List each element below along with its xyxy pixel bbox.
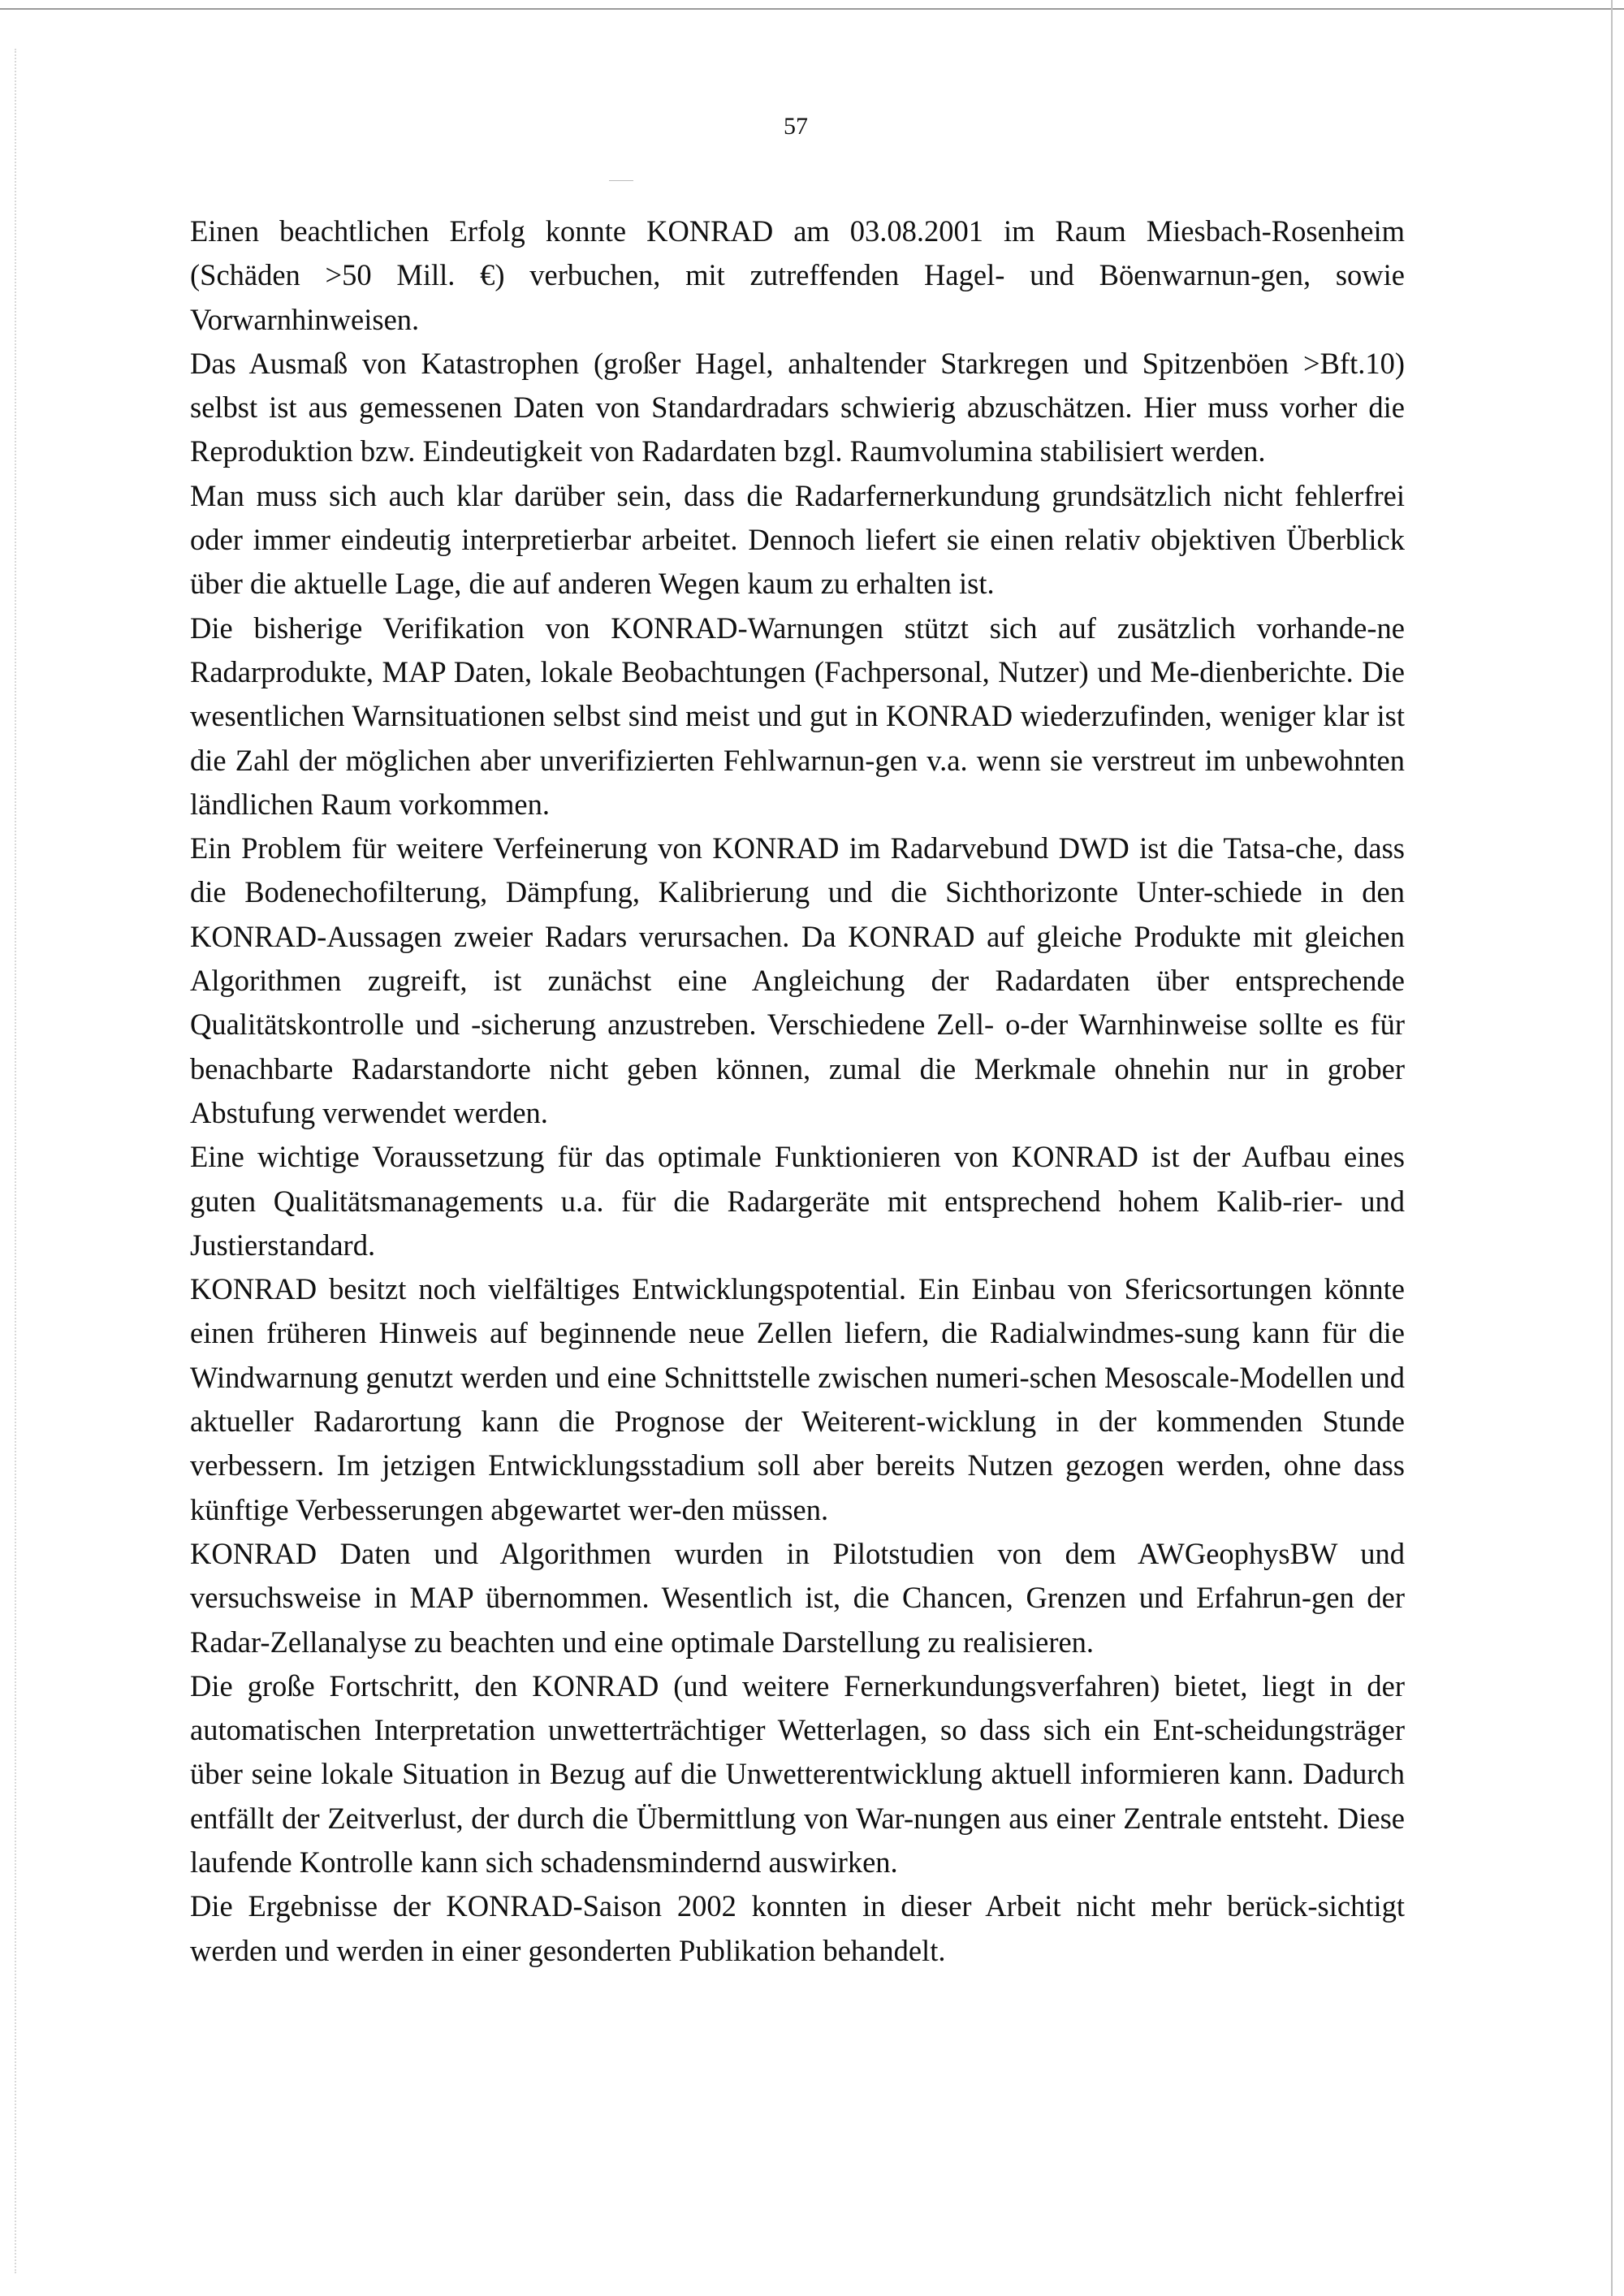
paragraph-4: Die bisherige Verifikation von KONRAD-Warnungen stützt sich auf zusätzlich vorhande-ne Radarprodukte, MAP Daten, lokale Beobachtungen (Fachpersonal, Nutzer) und Me-dienberichte. Die wesentlichen Warnsituationen selbst sind meist und gut in KONRAD wiederzufinden, weniger klar ist die Zahl der möglichen aber unverifizierten Fehlwarnun-gen v.a. wenn sie verstreut im unbewohnten ländlichen Raum vorkommen.: [190, 611, 1405, 821]
paragraph-7: KONRAD besitzt noch vielfältiges Entwicklungspotential. Ein Einbau von Sfericsortungen könnte einen früheren Hinweis auf beginnende neue Zellen liefern, die Radialwindmes-sung kann für die Windwarnung genutzt werden und eine Schnittstelle zwischen numeri-schen Mesoscale-Modellen und aktueller Radarortung kann die Prognose der Weiterent-wicklung in der kommenden Stunde verbessern. Im jetzigen Entwicklungsstadium soll aber bereits Nutzen gezogen werden, ohne dass künftige Verbesserungen abgewartet wer-den müssen.: [190, 1272, 1405, 1526]
paragraph-8: KONRAD Daten und Algorithmen wurden in Pilotstudien von dem AWGeophysBW und versuchsweise in MAP übernommen. Wesentlich ist, die Chancen, Grenzen und Erfahrun-gen der Radar-Zellanalyse zu beachten und eine optimale Darstellung zu realisieren.: [190, 1536, 1405, 1659]
paragraph-10: Die Ergebnisse der KONRAD-Saison 2002 konnten in dieser Arbeit nicht mehr berück-sichtigt werden und werden in einer gesonderten Publikation behandelt.: [190, 1889, 1405, 1967]
scan-edge-top: [0, 8, 1624, 10]
paragraph-3: Man muss sich auch klar darüber sein, dass die Radarfernerkundung grundsätzlich nicht fehlerfrei oder immer eindeutig interpretierbar arbeitet. Dennoch liefert sie einen relativ objektiven Überblick über die aktuelle Lage, die auf anderen Wegen kaum zu erhalten ist.: [190, 478, 1405, 601]
scan-mark: [609, 180, 633, 181]
page-number: 57: [784, 113, 808, 140]
scan-edge-left: [15, 49, 16, 2273]
paragraph-6: Eine wichtige Voraussetzung für das optimale Funktionieren von KONRAD ist der Aufbau eines guten Qualitätsmanagements u.a. für die Radargeräte mit entsprechend hohem Kalib-rier- und Justierstandard.: [190, 1140, 1405, 1262]
paragraph-5: Ein Problem für weitere Verfeinerung von KONRAD im Radarvebund DWD ist die Tatsa-che, dass die Bodenechofilterung, Dämpfung, Kalibrierung und die Sichthorizonte Unter-schiede in den KONRAD-Aussagen zweier Radars verursachen. Da KONRAD auf gleiche Produkte mit gleichen Algorithmen zugreift, ist zunächst eine Angleichung der Radardaten über entsprechende Qualitätskontrolle und -sicherung anzustreben. Verschiedene Zell- o-der Warnhinweise sollte es für benachbarte Radarstandorte nicht geben können, zumal die Merkmale ohnehin nur in grober Abstufung verwendet werden.: [190, 831, 1405, 1129]
paragraph-2: Das Ausmaß von Katastrophen (großer Hagel, anhaltender Starkregen und Spitzenböen >Bft.10) selbst ist aus gemessenen Daten von Standardradars schwierig abzuschätzen. Hier muss vorher die Reproduktion bzw. Eindeutigkeit von Radardaten bzgl. Raumvolumina stabilisiert werden.: [190, 346, 1405, 468]
scan-edge-right: [1611, 0, 1613, 2296]
document-body: [190, 209, 1405, 1973]
paragraph-1: Einen beachtlichen Erfolg konnte KONRAD am 03.08.2001 im Raum Miesbach-Rosenheim (Schäden >50 Mill. €) verbuchen, mit zutreffenden Hagel- und Böenwarnun-gen, sowie Vorwarnhinweisen.: [190, 214, 1405, 336]
paragraph-9: Die große Fortschritt, den KONRAD (und weitere Fernerkundungsverfahren) bietet, liegt in der automatischen Interpretation unwetterträchtiger Wetterlagen, so dass sich ein Ent-scheidungsträger über seine lokale Situation in Bezug auf die Unwetterentwicklung aktuell informieren kann. Dadurch entfällt der Zeitverlust, der durch die Übermittlung von War-nungen aus einer Zentrale entsteht. Diese laufende Kontrolle kann sich schadensmindernd auswirken.: [190, 1668, 1405, 1879]
